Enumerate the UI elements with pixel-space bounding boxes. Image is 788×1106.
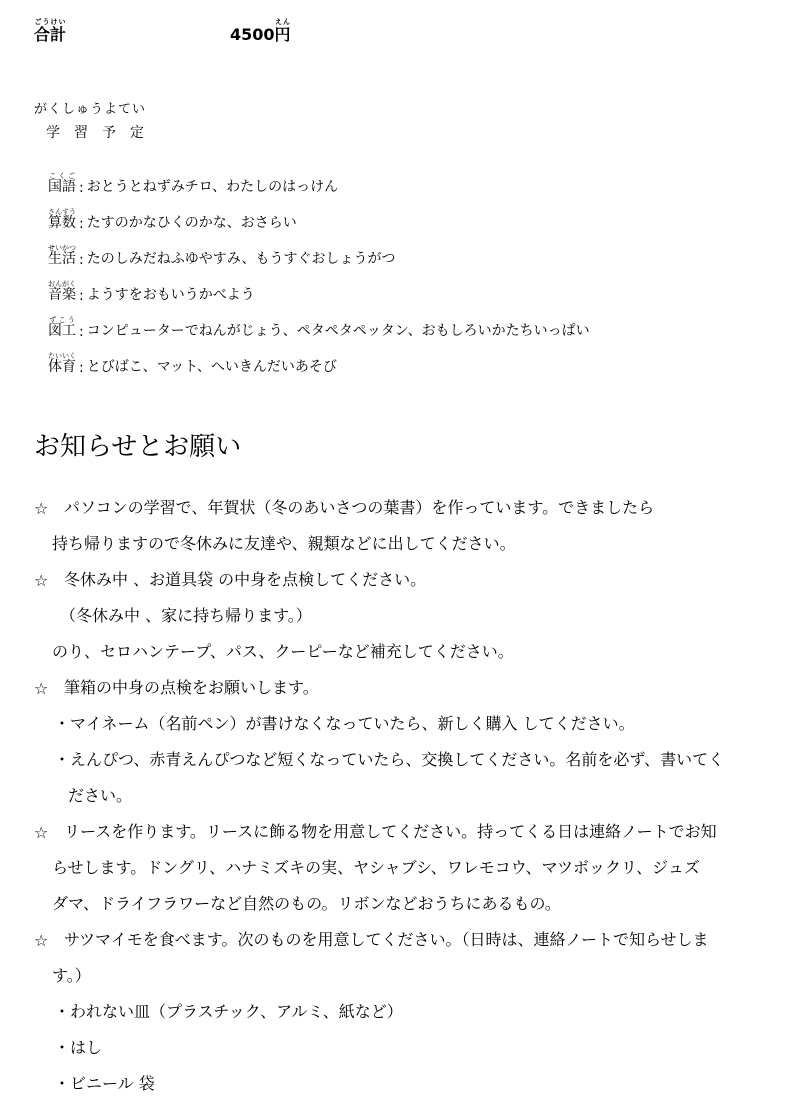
subject-list: [48, 160, 590, 376]
notice-line: 持ち帰りますので冬休みに友達や、親類などに出してください。: [52, 534, 516, 553]
subject-row: 音楽おんがく : ようすをおもいうかべよう: [48, 280, 255, 304]
subject-row: 体育たいいく : とびばこ、マット、へいきんだいあそび: [48, 352, 337, 376]
total-section: [34, 18, 434, 48]
subject-row: 生活せいかつ : たのしみだねふゆやすみ、もうすぐおしょうがつ: [48, 244, 396, 268]
schedule-title: 学習予定: [46, 125, 158, 141]
total-amount: 4500円えん: [230, 18, 291, 44]
subject-row: 図工ずこう : コンピューターでねんがじょう、ペタペタペッタン、おもしろいかたちいっぱい: [48, 316, 590, 340]
notice-line: ☆ 冬休み中 、お道具袋 の中身を点検してください。: [34, 570, 427, 590]
notice-line: ☆ パソコンの学習で、年賀状（冬のあいさつの葉書）を作っています。できましたら: [34, 498, 655, 518]
subject-row: 国語こくご : おとうとねずみチロ、わたしのはっけん: [48, 172, 339, 196]
notice-line: （冬休み中 、家に持ち帰ります。）: [60, 606, 312, 625]
star-icon: ☆: [34, 679, 49, 698]
notice-line: ・はし: [54, 1038, 103, 1057]
notice-line: ださい。: [68, 786, 133, 805]
notice-line: ・マイネーム（名前ペン）が書けなくなっていたら、新しく購入 してください。: [54, 714, 635, 733]
notice-line: のり、セロハンテープ、パス、クーピーなど補充してください。: [52, 642, 514, 661]
notice-line: らせします。ドングリ、ハナミズキの実、ヤシャブシ、ワレモコウ、マツボックリ、ジュズ: [52, 858, 700, 877]
star-icon: ☆: [34, 931, 49, 950]
notice-line: ・えんぴつ、赤青えんぴつなど短くなっていたら、交換してください。名前を必ず、書いてく: [54, 750, 725, 769]
notice-line: ダマ、ドライフラワーなど自然のもの。リボンなどおうちにあるもの。: [52, 894, 561, 913]
notice-line: ☆ サツマイモを食べます。次のものを用意してください。（日時は、連絡ノートで知らせしま: [34, 930, 709, 950]
notice-heading: お知らせとお願い: [34, 432, 242, 462]
notice-line: ・われない皿（プラスチック、アルミ、紙など）: [54, 1002, 403, 1021]
star-icon: ☆: [34, 571, 49, 590]
notice-line: す。）: [52, 966, 91, 985]
notice-line: ☆ 筆箱の中身の点検をお願いします。: [34, 678, 319, 698]
total-label: 合計ごうけい: [34, 18, 67, 44]
star-icon: ☆: [34, 823, 49, 842]
notice-line: ・ビニール 袋: [54, 1074, 155, 1093]
star-icon: ☆: [34, 499, 49, 518]
notice-line: ☆ リースを作ります。リースに飾る物を用意してください。持ってくる日は連絡ノートでお知: [34, 822, 717, 842]
notice-body: [34, 482, 764, 1094]
schedule-ruby: がくしゅうよてい: [34, 102, 147, 117]
subject-row: 算数さんすう : たすのかなひくのかな、おさらい: [48, 208, 297, 232]
